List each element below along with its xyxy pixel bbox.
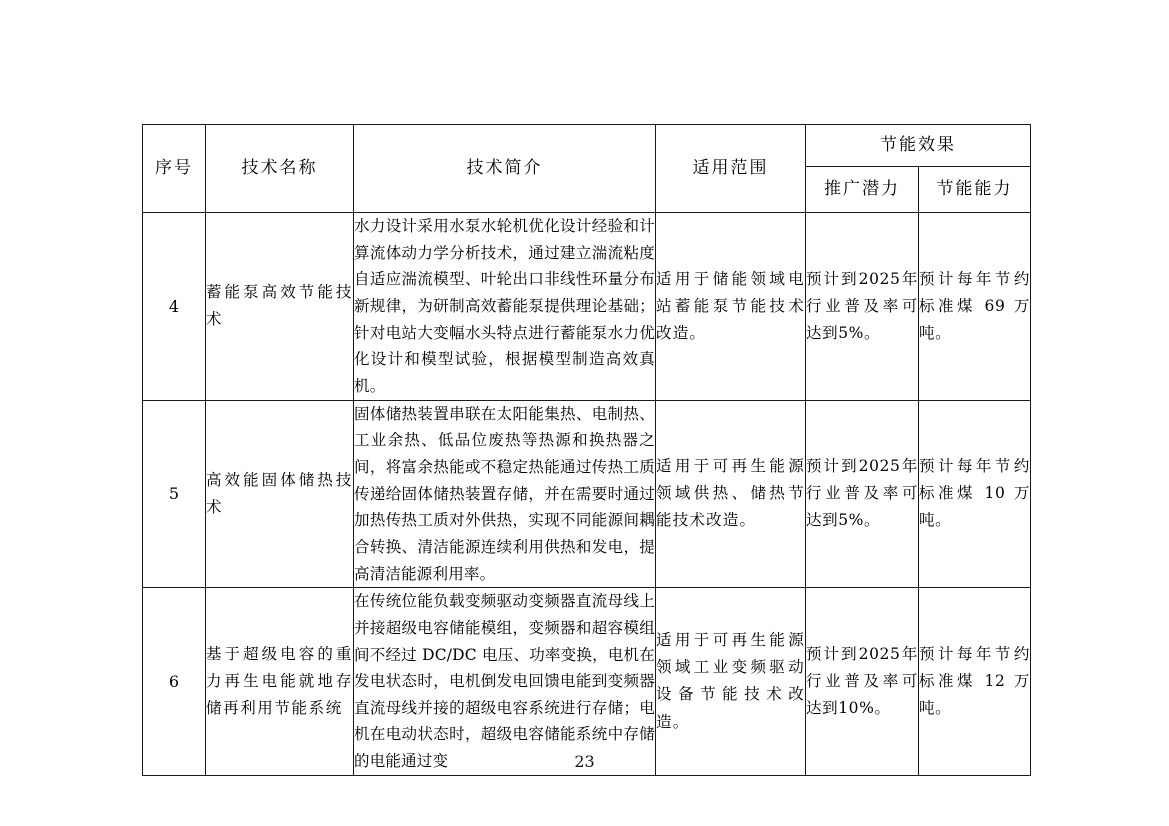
cell-saving-ability: 预计每年节约标准煤 10 万吨。: [919, 400, 1031, 588]
column-header-applicable-scope: 适用范围: [656, 125, 806, 213]
cell-technology-name: 高效能固体储热技术: [206, 400, 354, 588]
column-header-technology-introduction: 技术简介: [354, 125, 656, 213]
cell-technology-name: 基于超级电容的重力再生电能就地存储再利用节能系统: [206, 588, 354, 776]
column-header-promotion-potential: 推广潜力: [806, 167, 919, 213]
cell-applicable-scope: 适用于储能领域电站蓄能泵节能技术改造。: [656, 213, 806, 401]
table-row: [143, 400, 1031, 588]
table-row: [143, 213, 1031, 401]
column-header-saving-ability: 节能能力: [919, 167, 1031, 213]
column-header-sequence: 序号: [143, 125, 206, 213]
cell-promotion-potential: 预计到2025年行业普及率可达到5%。: [806, 213, 919, 401]
cell-sequence: 5: [143, 400, 206, 588]
cell-promotion-potential: 预计到2025年行业普及率可达到10%。: [806, 588, 919, 776]
energy-saving-technology-table: [142, 124, 1031, 776]
cell-sequence: 4: [143, 213, 206, 401]
table-body: [143, 213, 1031, 776]
column-header-technology-name: 技术名称: [206, 125, 354, 213]
cell-technology-introduction: 固体储热装置串联在太阳能集热、电制热、工业余热、低品位废热等热源和换热器之间，将富余热能或不稳定热能通过传热工质传递给固体储热装置存储，并在需要时通过加热传热工质对外供热，实现不同能源间耦合转换、清洁能源连续利用供热和发电，提高清洁能源利用率。: [354, 400, 656, 588]
page-number: 23: [574, 752, 595, 771]
cell-technology-name: 蓄能泵高效节能技术: [206, 213, 354, 401]
cell-saving-ability: 预计每年节约标准煤 69 万吨。: [919, 213, 1031, 401]
cell-applicable-scope: 适用于可再生能源领域工业变频驱动设备节能技术改造。: [656, 588, 806, 776]
cell-saving-ability: 预计每年节约标准煤 12 万吨。: [919, 588, 1031, 776]
cell-applicable-scope: 适用于可再生能源领域供热、储热节能技术改造。: [656, 400, 806, 588]
table-header-row-1: [143, 125, 1031, 167]
column-header-energy-saving-effect: 节能效果: [806, 125, 1031, 167]
cell-promotion-potential: 预计到2025年行业普及率可达到5%。: [806, 400, 919, 588]
cell-sequence: 6: [143, 588, 206, 776]
cell-technology-introduction: 在传统位能负载变频驱动变频器直流母线上并接超级电容储能模组，变频器和超容模组间不经过 DC/DC 电压、功率变换，电机在发电状态时，电机倒发电回馈电能到变频器直流母线并接的超级电容系统进行存储；电机在电动状态时，超级电容储能系统中存储的电能通过变: [354, 588, 656, 776]
cell-technology-introduction: 水力设计采用水泵水轮机优化设计经验和计算流体动力学分析技术，通过建立湍流粘度自适应湍流模型、叶轮出口非线性环量分布新规律，为研制高效蓄能泵提供理论基础；针对电站大变幅水头特点进行蓄能泵水力优化设计和模型试验，根据模型制造高效真机。: [354, 213, 656, 401]
table-row: [143, 588, 1031, 776]
table-header: [143, 125, 1031, 213]
